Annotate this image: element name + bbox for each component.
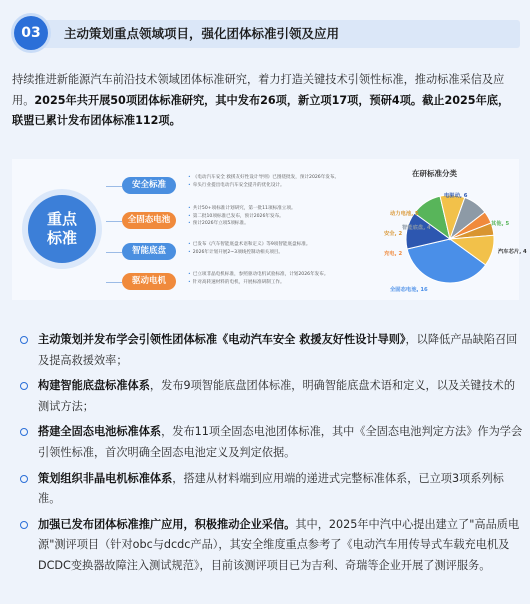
intro-text: 持续推进新能源汽车前沿技术领域团体标准研究，着力打造关键技术引领性标准，推动标准采信及应用。 [12, 73, 505, 107]
connector-line [106, 186, 122, 187]
bullet-dot-icon [20, 428, 28, 436]
bullet-dot-icon [20, 382, 28, 390]
center-circle [28, 195, 96, 263]
key-standards-figure [12, 159, 527, 300]
bullet-bold: 搭建全固态电池标准体系 [38, 425, 162, 439]
desc-line: • 共计50+项标准计划研究，第一批11项标准立项。 [188, 205, 378, 213]
tag-solid-battery: 全固态电池 [122, 212, 176, 229]
pie-label-other: 其他, 5 [491, 221, 510, 227]
desc-line: • 预计2026年立项5项标准。 [188, 220, 378, 228]
pie-slices [406, 195, 494, 283]
center-label-1: 重点 [46, 210, 77, 228]
connector-line [106, 282, 122, 283]
bullet-bold: 加强已发布团体标准推广应用，积极推动企业采信。 [38, 517, 296, 531]
desc-line: • 已立项非晶电机标准，参照驱动电机试验标准，计划2026年发布。 [188, 271, 378, 279]
connector-line [106, 221, 122, 222]
center-circle-ring [22, 189, 102, 269]
desc-line: • 已发布《汽车智能底盘术语和定义》等9项智能底盘标准。 [188, 241, 378, 249]
pie-chart [384, 177, 527, 299]
section-title: 主动策划重点领域项目，强化团体标准引领及应用 [64, 26, 340, 41]
intro-bold-text: 2025年共开展50项团体标准研究，其中发布26项，新立项17项，预研4项。截止2025年底，联盟已累计发布团体标准112项。 [12, 93, 510, 128]
tag-safety: 安全标准 [122, 177, 176, 194]
desc-safety [188, 174, 378, 189]
section-header-bar [42, 20, 520, 48]
bullet-item [18, 469, 526, 510]
desc-line: • 牵头行业提出电动汽车安全提升的优化设计。 [188, 182, 378, 190]
bullet-text: 其中，2025年中汽中心提出建立了"高品质电源"测评项目（针对obc与dcdc产品），其安全维度重点参考了《电动汽车用传导式车载充电机及DCDC变换器故障注入测试规范》，目前该测评项目已为吉利、奇瑞等企业开展了测评服务。 [38, 517, 520, 572]
center-label-2: 标准 [46, 229, 77, 247]
bullet-bold: 主动策划并发布学会引领性团体标准《电动汽车安全 救援友好性设计导则》 [38, 333, 406, 346]
pie-label-power: 动力电池, 5 [390, 211, 419, 217]
bullet-text: ，以降低产品缺陷召回及提高救援效率； [38, 333, 518, 367]
bullet-list [18, 330, 526, 582]
pie-chart-title: 在研标准分类 [412, 169, 457, 178]
tag-drive-motor: 驱动电机 [122, 273, 176, 290]
pie-label-chassis: 智能底盘, 4 [402, 225, 431, 231]
desc-solid-battery [188, 205, 378, 228]
connector-line [106, 252, 122, 253]
pie-label-safety: 安全, 2 [384, 231, 403, 237]
section-header [14, 16, 520, 52]
bullet-text: ，发布11项全固态电池团体标准，其中《全固态电池判定方法》作为学会引领性标准，首次明确全固态电池定义及判定依据。 [38, 425, 523, 459]
tag-smart-chassis: 智能底盘 [122, 243, 176, 260]
bullet-item [18, 422, 526, 463]
desc-line: • 《电动汽车安全 救援友好性设计导则》已围绕批发，预计2026年发布。 [188, 174, 378, 182]
bullet-text: ，搭建从材料端到应用端的递进式完整标准体系，已立项3项系列标准。 [38, 471, 504, 506]
pie-label-chip: 汽车芯片, 4 [498, 249, 527, 255]
pie-label-solid: 全固态电池, 16 [390, 287, 428, 293]
desc-smart-chassis [188, 241, 378, 256]
bullet-item [18, 515, 526, 577]
bullet-dot-icon [20, 475, 28, 483]
bullet-dot-icon [20, 336, 28, 344]
bullet-text: ，发布9项智能底盘团体标准，明确智能底盘术语和定义，以及关键技术的测试方法； [38, 379, 516, 413]
bullet-item [18, 330, 526, 371]
desc-line: • 针对高转速材料的电机，开展标准研制工作。 [188, 279, 378, 287]
section-number-badge: 03 [14, 16, 48, 50]
bullet-item [18, 376, 526, 417]
bullet-bold: 构建智能底盘标准体系 [38, 379, 150, 393]
desc-line: • 第二批10项标准已发布，预计2026年发布。 [188, 213, 378, 221]
desc-line: • 2026年计划开展2~3项线控制动相关项目。 [188, 249, 378, 257]
bullet-dot-icon [20, 521, 28, 529]
pie-label-electric: 电驱动, 6 [444, 193, 468, 199]
pie-label-charge: 充电, 2 [384, 251, 403, 257]
desc-drive-motor [188, 271, 378, 286]
bullet-bold: 策划组织非晶电机标准体系 [38, 471, 173, 485]
intro-paragraph [12, 70, 520, 132]
